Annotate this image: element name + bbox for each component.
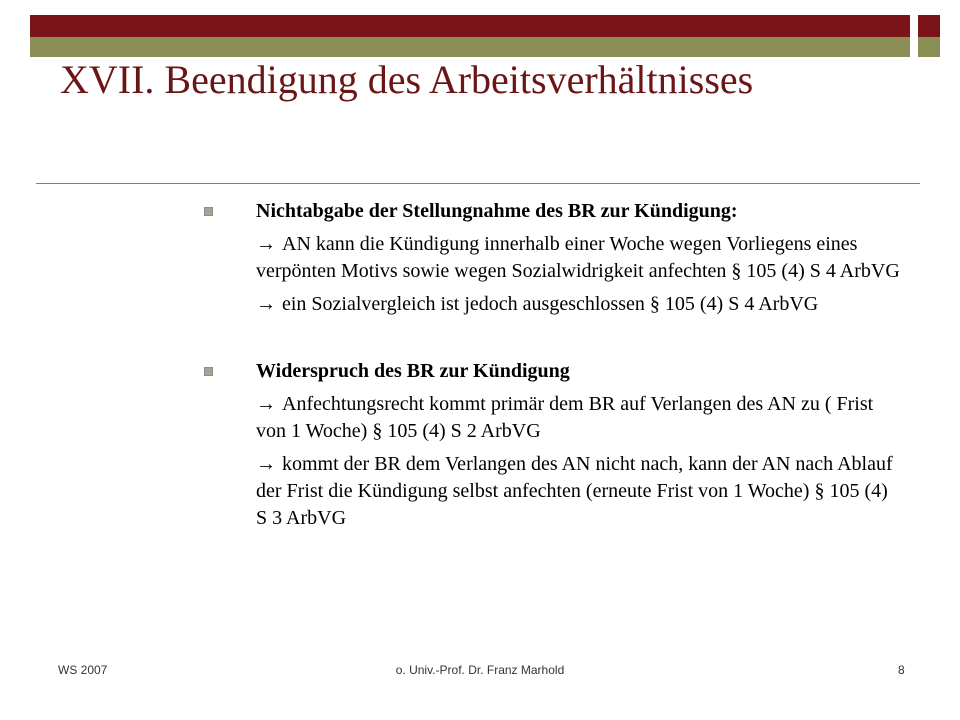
corner-square-red — [918, 15, 940, 37]
title-divider — [36, 183, 920, 184]
sub-point-text: AN kann die Kündigung innerhalb einer Woche wegen Vorliegens eines verpönten Motivs sowie wegen Sozialwidrigkeit anfechten § 105 (4) S 4 ArbVG — [256, 233, 900, 282]
sub-point — [200, 291, 900, 318]
footer-semester: WS 2007 — [58, 663, 108, 677]
square-bullet-icon — [204, 207, 213, 216]
sub-point-text: Anfechtungsrecht kommt primär dem BR auf Verlangen des AN zu ( Frist von 1 Woche) § 105 (4) S 2 ArbVG — [256, 393, 874, 442]
sub-point — [200, 231, 900, 285]
sub-point — [200, 391, 900, 445]
arrow-right-icon: → — [256, 293, 276, 315]
footer-page-number: 8 — [898, 663, 905, 677]
header-bar-red — [30, 15, 910, 37]
arrow-right-icon: → — [256, 393, 276, 415]
sub-point — [200, 451, 900, 532]
bullet-section-2 — [200, 358, 900, 385]
square-bullet-icon — [204, 367, 213, 376]
arrow-right-icon: → — [256, 233, 276, 255]
bullet-heading: Nichtabgabe der Stellungnahme des BR zur Kündigung: — [256, 200, 738, 222]
header-bar-olive — [30, 37, 910, 57]
sub-point-text: kommt der BR dem Verlangen des AN nicht nach, kann der AN nach Ablauf der Frist die Kündigung selbst anfechten (erneute Frist von 1 Woche) § 105 (4) S 3 ArbVG — [256, 453, 893, 529]
slide-content — [200, 198, 900, 532]
bullet-heading: Widerspruch des BR zur Kündigung — [256, 360, 570, 382]
footer-author: o. Univ.-Prof. Dr. Franz Marhold — [395, 663, 565, 677]
corner-square-olive — [918, 37, 940, 57]
section-spacer — [200, 318, 900, 358]
bullet-section-1 — [200, 198, 900, 225]
slide-title: XVII. Beendigung des Arbeitsverhältnisses — [60, 57, 754, 102]
sub-point-text: ein Sozialvergleich ist jedoch ausgeschlossen § 105 (4) S 4 ArbVG — [282, 293, 819, 315]
arrow-right-icon: → — [256, 453, 276, 475]
